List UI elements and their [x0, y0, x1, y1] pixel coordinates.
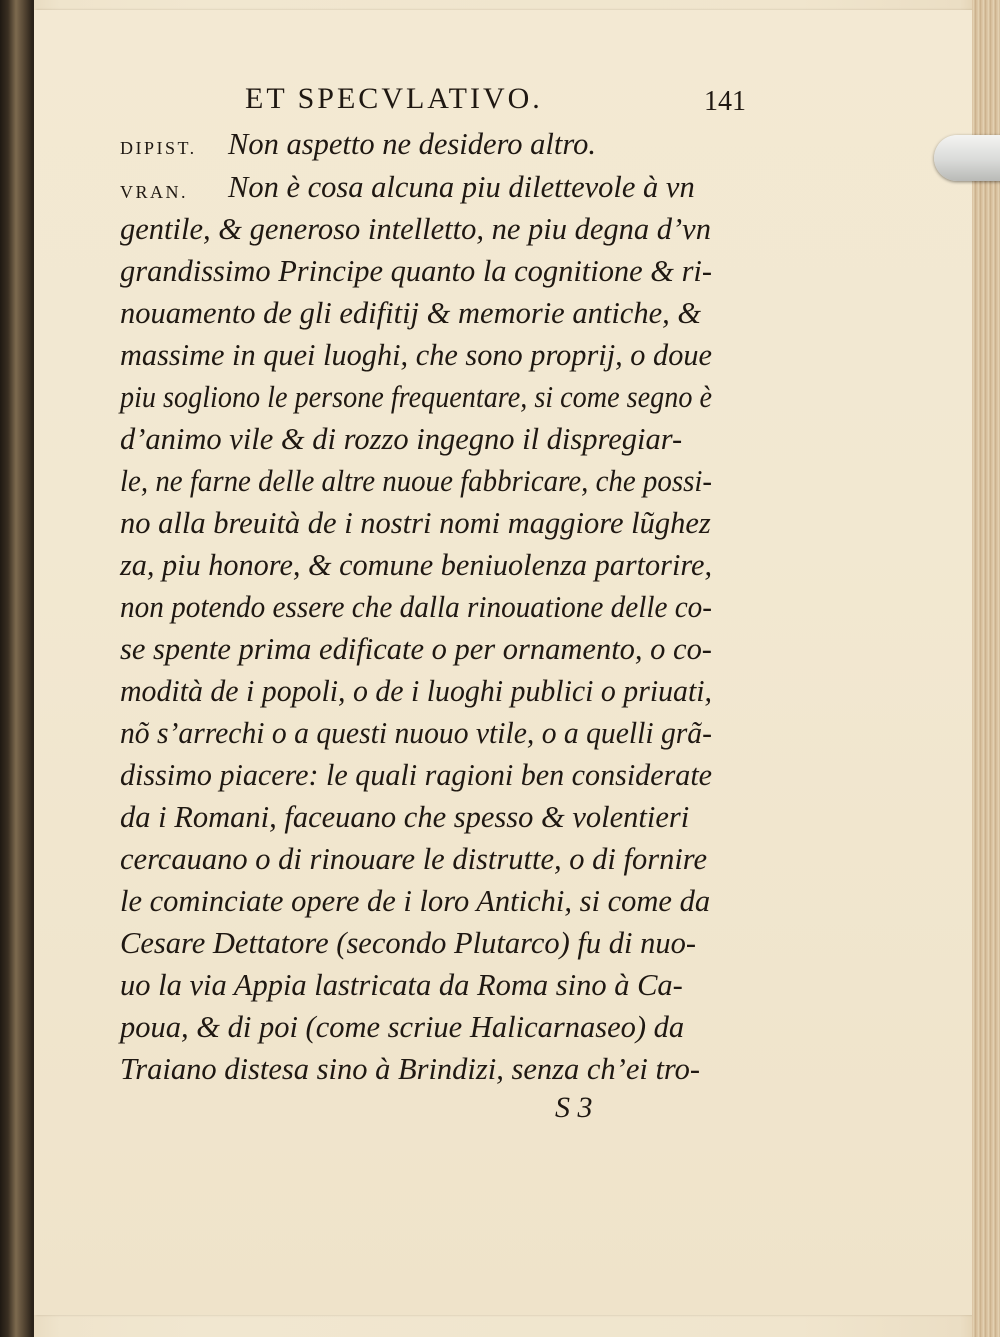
speech-line: uo la via Appia lastricata da Roma sino à Ca-	[120, 968, 683, 1002]
speech-line: piu sogliono le persone frequentare, si come segno è	[120, 380, 712, 414]
speech-line: modità de i popoli, o de i luoghi publici o priuati,	[120, 674, 713, 708]
page-tab-marker	[934, 135, 1000, 181]
page-number: 141	[704, 86, 746, 117]
speech-line: grandissimo Principe quanto la cognitione & ri-	[120, 254, 713, 288]
speaker-label-vran: VRAN.	[120, 182, 189, 202]
page-fore-edge	[972, 0, 1000, 1337]
speech-line: poua, & di poi (come scriue Halicarnaseo) da	[120, 1010, 685, 1044]
speech-line: nouamento de gli edifitij & memorie antiche, &	[120, 296, 702, 330]
facing-page-edge	[0, 0, 34, 1337]
speech-line: gentile, & generoso intelletto, ne piu degna d’vn	[120, 212, 711, 246]
running-head: ET SPECVLATIVO.	[245, 82, 543, 115]
speech-line: cercauano o di rinouare le distrutte, o di fornire	[120, 842, 708, 876]
speech-line: Non è cosa alcuna piu dilettevole à vn	[228, 170, 695, 204]
speech-line: nõ s’arrechi o a questi nuouo vtile, o a quelli grã-	[120, 716, 712, 750]
speech-line: Non aspetto ne desidero altro.	[228, 127, 596, 161]
speech-line: le cominciate opere de i loro Antichi, si come da	[120, 884, 711, 918]
speech-line: dissimo piacere: le quali ragioni ben considerate	[120, 758, 713, 792]
speech-line: le, ne farne delle altre nuoue fabbricare, che possi-	[120, 464, 713, 498]
speech-line: massime in quei luoghi, che sono proprij, o doue	[120, 338, 713, 372]
signature-mark: S 3	[555, 1091, 593, 1124]
speaker-label-dipist: DIPIST.	[120, 138, 197, 158]
speech-line: d’animo vile & di rozzo ingegno il dispregiar-	[120, 422, 683, 456]
speech-line: da i Romani, faceuano che spesso & volentieri	[120, 800, 690, 834]
speech-line: se spente prima edificate o per ornamento, o co-	[120, 632, 712, 666]
speech-line: za, piu honore, & comune beniuolenza partorire,	[120, 548, 713, 582]
speech-line: Cesare Dettatore (secondo Plutarco) fu di nuo-	[120, 926, 697, 960]
speech-line: Traiano distesa sino à Brindizi, senza ch’ei tro-	[120, 1052, 701, 1086]
speech-line: non potendo essere che dalla rinouatione delle co-	[120, 590, 713, 624]
speech-line: no alla breuità de i nostri nomi maggiore lũghez	[120, 506, 711, 540]
